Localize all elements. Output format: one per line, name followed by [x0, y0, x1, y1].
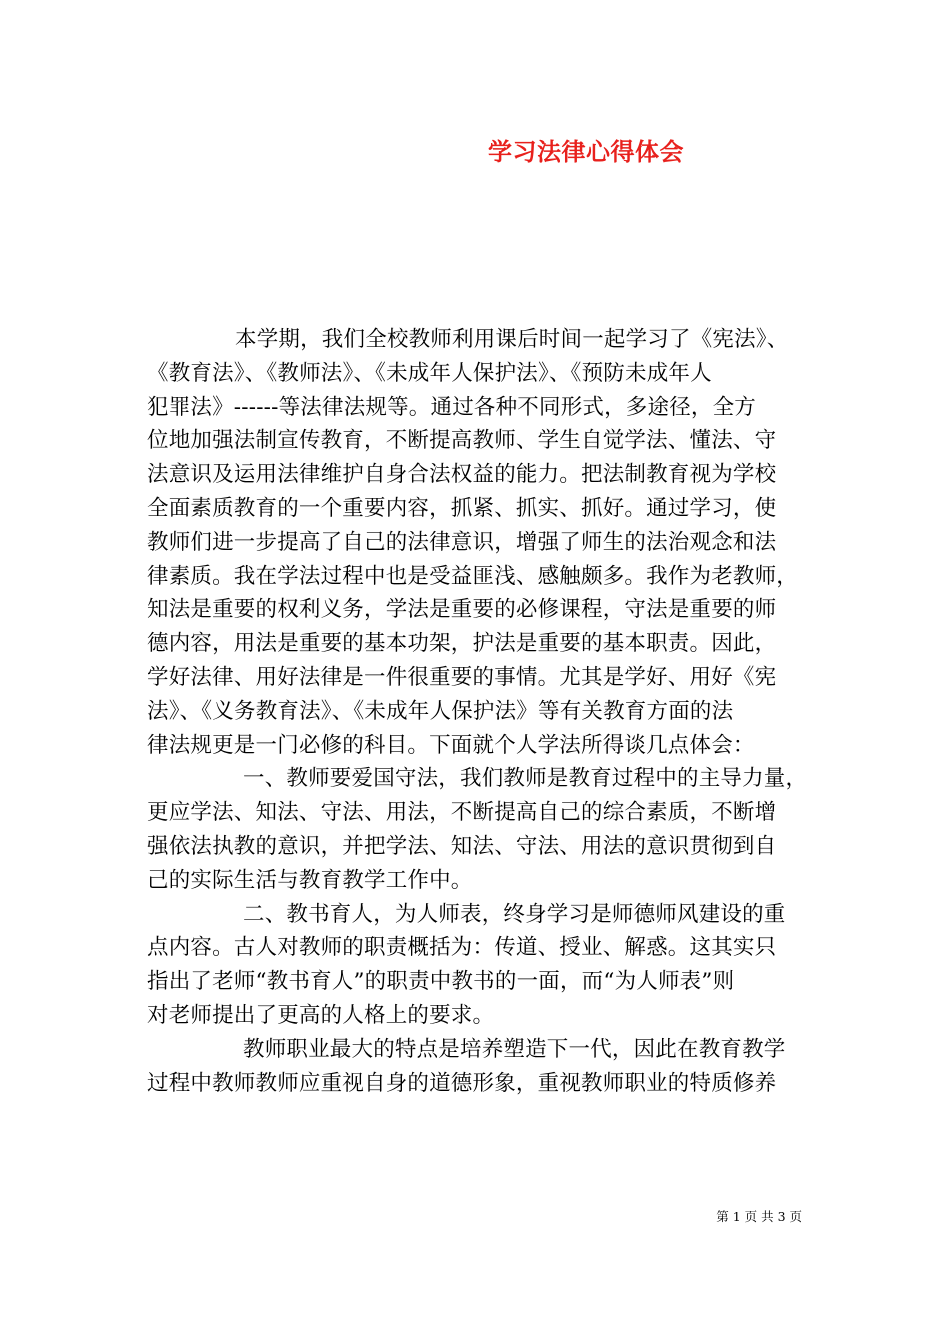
paragraph-line: 犯罪法》------等法律法规等。通过各种不同形式，多途径，全方: [147, 394, 756, 420]
paragraph-line: 对老师提出了更高的人格上的要求。: [147, 1002, 495, 1028]
paragraph-line: 本学期，我们全校教师利用课后时间一起学习了《宪法》、: [235, 327, 789, 352]
paragraph-line: 法》、《义务教育法》、《未成年人保护法》等有关教育方面的法: [147, 698, 734, 724]
paragraph-line: 教师们进一步提高了自己的法律意识，增强了师生的法治观念和法: [147, 529, 777, 555]
paragraph-line: 过程中教师教师应重视自身的道德形象，重视教师职业的特质修养: [147, 1070, 777, 1096]
paragraph-line: 强依法执教的意识，并把学法、知法、守法、用法的意识贯彻到自: [147, 833, 777, 859]
paragraph-line: 律素质。我在学法过程中也是受益匪浅、感触颇多。我作为老教师，: [147, 563, 799, 589]
paragraph-line: 一、教师要爱国守法，我们教师是教育过程中的主导力量，: [243, 766, 808, 792]
document-body: [147, 323, 815, 1100]
paragraph-line: 更应学法、知法、守法、用法，不断提高自己的综合素质，不断增: [147, 800, 777, 826]
document-title: 学习法律心得体会: [488, 137, 684, 166]
paragraph-line: 教师职业最大的特点是培养塑造下一代，因此在教育教学: [243, 1036, 786, 1062]
paragraph-line: 己的实际生活与教育教学工作中。: [147, 867, 473, 893]
paragraph: [147, 762, 815, 897]
paragraph-line: 位地加强法制宣传教育，不断提高教师、学生自觉学法、懂法、守: [147, 428, 777, 454]
paragraph-line: 全面素质教育的一个重要内容，抓紧、抓实、抓好。通过学习，使: [147, 495, 777, 521]
paragraph-line: 法意识及运用法律维护自身合法权益的能力。把法制教育视为学校: [147, 462, 777, 488]
paragraph-line: 点内容。古人对教师的职责概括为：传道、授业、解惑。这其实只: [147, 935, 777, 961]
paragraph-line: 律法规更是一门必修的科目。下面就个人学法所得谈几点体会：: [147, 732, 755, 758]
paragraph: [147, 1033, 815, 1101]
paragraph-line: 《教育法》、《教师法》、《未成年人保护法》、《预防未成年人: [147, 360, 712, 386]
page-footer: 第 1 页 共 3 页: [716, 1209, 802, 1224]
paragraph-line: 德内容，用法是重要的基本功架，护法是重要的基本职责。因此，: [147, 631, 777, 657]
paragraph-line: 学好法律、用好法律是一件很重要的事情。尤其是学好、用好《宪: [147, 664, 777, 690]
paragraph-line: 指出了老师“教书育人”的职责中教书的一面，而“为人师表”则: [147, 969, 735, 995]
paragraph: [147, 323, 815, 762]
paragraph-line: 知法是重要的权利义务，学法是重要的必修课程，守法是重要的师: [147, 597, 777, 623]
paragraph: [147, 898, 815, 1033]
paragraph-line: 二、教书育人，为人师表，终身学习是师德师风建设的重: [243, 901, 786, 927]
